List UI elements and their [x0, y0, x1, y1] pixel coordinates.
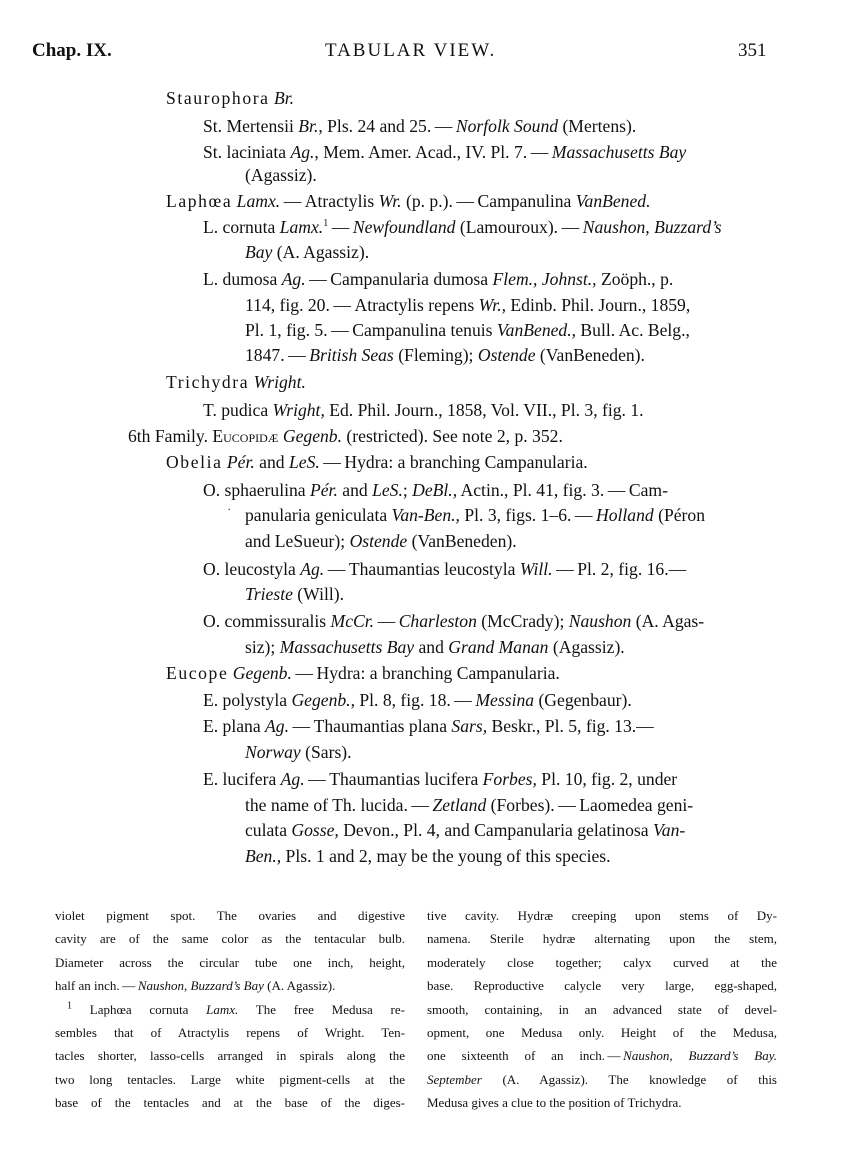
text-run: Zoöph., p.: [596, 269, 674, 289]
italic-run: Will.: [519, 559, 553, 579]
species-entry: [203, 141, 686, 163]
text-run: Pl. 1, fig. 5. — Campanulina tenuis: [245, 320, 497, 340]
footnote-line: [55, 951, 405, 974]
text-run: —: [328, 217, 353, 237]
text-run: (Agassiz).: [548, 637, 625, 657]
text-run: Eucopidæ: [212, 426, 279, 446]
species-entry-continued: [245, 344, 645, 366]
text-run: St. laciniata: [203, 142, 291, 162]
italic-run: Messina: [475, 690, 535, 710]
text-run: Actin., Pl. 41, fig. 3. — Cam-: [457, 480, 668, 500]
text-run: E. lucifera: [203, 769, 281, 789]
text-run: Medusa gives a clue to the position of Trichydra.: [427, 1095, 682, 1111]
text-run: (A. Agassiz). The knowledge of this: [481, 1071, 777, 1087]
text-run: Eucope: [166, 663, 229, 683]
species-entry: [203, 479, 668, 501]
text-run: — Hydra: a branching Campanularia.: [319, 452, 588, 472]
italic-run: September: [427, 1071, 482, 1087]
text-run: Laphœa: [166, 191, 233, 211]
text-run: (restricted). See note 2, p. 352.: [342, 426, 563, 446]
text-run: 1847. —: [245, 345, 310, 365]
italic-run: Van-Ben.,: [391, 505, 460, 525]
text-run: — Thaumantias lucifera: [304, 769, 483, 789]
species-entry: [203, 558, 686, 580]
italic-run: DeBl.,: [412, 480, 458, 500]
footnote-column-right: [427, 904, 777, 1115]
italic-run: Ag.: [300, 559, 325, 579]
text-run: E. polystyla: [203, 690, 292, 710]
text-run: 6th Family.: [128, 426, 213, 446]
italic-run: LeS.: [372, 480, 403, 500]
italic-run: Br.: [274, 88, 295, 108]
italic-run: Lamx.: [206, 1001, 239, 1017]
genus-heading-trichydra: [166, 371, 306, 393]
text-run: O. sphaerulina: [203, 480, 310, 500]
text-run: — Thaumantias plana: [289, 716, 452, 736]
chapter-label: Chap. IX.: [32, 40, 112, 61]
italic-run: Ag.: [281, 269, 306, 289]
footnote-line: [427, 974, 777, 997]
text-run: Pl. 10, fig. 2, under: [536, 769, 678, 789]
text-run: Ed. Phil. Journ., 1858, Vol. VII., Pl. 3, fig. 1.: [324, 400, 644, 420]
text-run: violet pigment spot. The ovaries and digestive: [55, 908, 405, 923]
italic-run: Massachusetts Bay: [551, 142, 687, 162]
footnote-line: [55, 1068, 405, 1091]
text-run: (McCrady);: [476, 611, 569, 631]
text-run: L. cornuta: [203, 217, 280, 237]
italic-run: Charleston: [398, 611, 477, 631]
italic-run: Bay: [245, 242, 273, 262]
footnote-marker: 1: [67, 1000, 72, 1012]
text-run: (VanBeneden).: [407, 531, 517, 551]
text-run: (A. Agassiz).: [272, 242, 370, 262]
text-run: (Agassiz).: [245, 165, 317, 185]
text-run: Devon., Pl. 4, and Campanularia gelatinosa: [338, 820, 653, 840]
text-run: tacles shorter, lasso-cells arranged in spirals along the: [55, 1048, 405, 1064]
genus-heading-eucope: [166, 662, 560, 684]
species-entry: [203, 715, 654, 737]
species-entry-continued: [245, 241, 369, 263]
italic-run: Lamx.: [236, 191, 281, 211]
species-entry-continued: [245, 530, 517, 552]
species-entry-continued: [245, 504, 705, 526]
italic-run: Lamx.: [279, 217, 324, 237]
italic-run: British Seas: [309, 345, 394, 365]
species-entry: [203, 115, 636, 137]
text-run: Obelia: [166, 452, 223, 472]
text-run: (Will).: [292, 584, 344, 604]
italic-run: Naushon, Buzzard’s: [582, 217, 722, 237]
text-run: panularia geniculata: [245, 505, 392, 525]
footnote-1-start: [55, 998, 405, 1021]
species-entry: [203, 268, 673, 290]
text-run: — Thaumantias leucostyla: [324, 559, 520, 579]
text-run: Edinb. Phil. Journ., 1859,: [506, 295, 691, 315]
italic-run: Gegenb.,: [291, 690, 355, 710]
italic-run: Forbes,: [482, 769, 537, 789]
text-run: and: [337, 480, 373, 500]
text-run: (Gegenbaur).: [534, 690, 632, 710]
text-run: half an inch. —: [55, 978, 138, 994]
text-run: (Péron: [653, 505, 706, 525]
species-entry-continued: [245, 319, 690, 341]
italic-run: Ag.: [290, 142, 315, 162]
italic-run: Wr.: [378, 191, 402, 211]
text-run: — Pl. 2, fig. 16.—: [552, 559, 687, 579]
species-entry: [203, 216, 722, 238]
italic-run: Norfolk Sound: [455, 116, 559, 136]
italic-run: Naushon, Buzzard’s Bay.: [623, 1048, 778, 1064]
italic-run: Gegenb.: [232, 663, 292, 683]
species-entry: [203, 768, 677, 790]
text-run: 114, fig. 20. — Atractylis repens: [245, 295, 479, 315]
footnote-line: [427, 951, 777, 974]
text-run: Pls. 1 and 2, may be the young of this species.: [281, 846, 611, 866]
italic-run: Pér.: [226, 452, 255, 472]
species-entry-continued: [245, 636, 625, 658]
text-run: Beskr., Pl. 5, fig. 13.—: [487, 716, 654, 736]
italic-run: Van-: [652, 820, 686, 840]
italic-run: Ag.: [265, 716, 289, 736]
family-heading: [128, 425, 563, 447]
text-run: cavity are of the same color as the tentacular bulb.: [55, 931, 405, 947]
italic-run: Newfoundland: [352, 217, 456, 237]
text-run: Diameter across the circular tube one inch, height,: [55, 954, 405, 970]
italic-run: Holland: [596, 505, 654, 525]
species-entry-continued: [245, 583, 344, 605]
footnote-line: [427, 1021, 777, 1044]
text-run: The free Medusa re-: [238, 1001, 405, 1017]
text-run: base of the tentacles and at the base of the diges-: [55, 1095, 405, 1111]
italic-run: VanBened.,: [496, 320, 577, 340]
text-run: Pl. 3, figs. 1–6. —: [459, 505, 597, 525]
text-run: — Hydra: a branching Campanularia.: [291, 663, 560, 683]
footnote-line: [427, 998, 777, 1021]
italic-run: Naushon, Buzzard’s Bay: [137, 978, 264, 994]
text-run: namena. Sterile hydræ alternating upon the stem,: [427, 931, 777, 947]
text-run: O. commissuralis: [203, 611, 331, 631]
text-run: Trichydra: [166, 372, 250, 392]
genus-heading-obelia: [166, 451, 588, 473]
species-entry-continued: [245, 845, 611, 867]
text-run: (VanBeneden).: [535, 345, 645, 365]
species-entry-continued: [245, 794, 693, 816]
text-run: (Mertens).: [558, 116, 637, 136]
text-run: (A. Agassiz).: [263, 978, 336, 994]
text-run: and: [414, 637, 449, 657]
italic-run: Zetland: [432, 795, 487, 815]
italic-run: Ben.,: [245, 846, 282, 866]
species-entry-continued: [245, 819, 685, 841]
text-run: Bull. Ac. Belg.,: [576, 320, 690, 340]
text-run: , Pls. 24 and 25. —: [318, 116, 456, 136]
species-entry-continued: [245, 741, 352, 763]
text-run: Pl. 8, fig. 18. —: [354, 690, 476, 710]
text-run: and LeSueur);: [245, 531, 350, 551]
text-run: (Lamouroux). —: [455, 217, 583, 237]
text-run: — Atractylis: [280, 191, 379, 211]
text-run: and: [254, 452, 289, 472]
species-entry: [203, 610, 704, 632]
species-entry-continued: [245, 164, 317, 186]
text-run: two long tentacles. Large white pigment-cells at the: [55, 1071, 405, 1087]
text-run: Laphœa cornuta: [72, 1001, 207, 1017]
italic-run: Gegenb.: [282, 426, 343, 446]
footnote-column-left: [55, 904, 405, 1115]
genus-heading-staurophora: [166, 87, 294, 109]
text-run: Staurophora: [166, 88, 270, 108]
italic-run: Massachusetts Bay: [279, 637, 415, 657]
italic-run: LeS.: [288, 452, 320, 472]
italic-run: Wright,: [272, 400, 325, 420]
text-run: (p. p.). — Campanulina: [401, 191, 576, 211]
footnote-marker: 1: [323, 218, 329, 230]
footnote-line: [427, 904, 777, 927]
text-run: L. dumosa: [203, 269, 282, 289]
text-run: the name of Th. lucida. —: [245, 795, 433, 815]
italic-run: Br.: [298, 116, 319, 136]
footnote-line: [55, 974, 405, 997]
text-run: (Sars).: [300, 742, 352, 762]
footnote-line: [427, 1068, 777, 1091]
text-run: siz);: [245, 637, 280, 657]
genus-heading-laphoea: [166, 190, 650, 212]
footnote-line: [55, 1091, 405, 1114]
species-entry: [203, 689, 632, 711]
text-run: opment, one Medusa only. Height of the Medusa,: [427, 1025, 777, 1041]
footnote-line: [55, 904, 405, 927]
margin-mark: ˙: [227, 505, 232, 520]
italic-run: Ostende: [349, 531, 408, 551]
italic-run: Grand Manan: [448, 637, 549, 657]
text-run: sembles that of Atractylis repens of Wright. Ten-: [55, 1025, 405, 1041]
text-run: moderately close together; calyx curved at the: [427, 954, 777, 970]
text-run: O. leucostyla: [203, 559, 301, 579]
italic-run: Norway: [245, 742, 301, 762]
italic-run: Flem., Johnst.,: [492, 269, 597, 289]
text-run: tive cavity. Hydræ creeping upon stems of Dy-: [427, 908, 777, 923]
text-run: St. Mertensii: [203, 116, 299, 136]
text-run: , Mem. Amer. Acad., IV. Pl. 7. —: [314, 142, 552, 162]
running-title: TABULAR VIEW.: [325, 40, 497, 61]
footnote-line: [427, 1091, 777, 1114]
italic-run: Trieste: [245, 584, 293, 604]
text-run: culata: [245, 820, 292, 840]
italic-run: Wright.: [253, 372, 306, 392]
text-run: ;: [402, 480, 413, 500]
italic-run: Ostende: [477, 345, 536, 365]
text-run: —: [374, 611, 399, 631]
footnote-line: [55, 1044, 405, 1067]
text-run: (Forbes). — Laomedea geni-: [486, 795, 694, 815]
footnote-line: [427, 1044, 777, 1067]
footnote-line: [55, 1021, 405, 1044]
footnote-line: [55, 927, 405, 950]
italic-run: McCr.: [330, 611, 375, 631]
text-run: one sixteenth of an inch. —: [427, 1048, 624, 1064]
footnote-line: [427, 927, 777, 950]
text-run: — Campanularia dumosa: [305, 269, 493, 289]
italic-run: Gosse,: [291, 820, 339, 840]
text-run: E. plana: [203, 716, 266, 736]
text-run: smooth, containing, in an advanced state of devel-: [427, 1001, 777, 1017]
species-entry-continued: [245, 294, 690, 316]
text-run: (Fleming);: [393, 345, 478, 365]
italic-run: Sars,: [451, 716, 488, 736]
italic-run: VanBened.: [575, 191, 651, 211]
species-entry: [203, 399, 644, 421]
italic-run: Naushon: [568, 611, 632, 631]
italic-run: Wr.,: [478, 295, 506, 315]
italic-run: Ag.: [280, 769, 305, 789]
text-run: T. pudica: [203, 400, 273, 420]
italic-run: Pér.: [310, 480, 338, 500]
text-run: (A. Agas-: [631, 611, 705, 631]
text-run: base. Reproductive calycle very large, egg-shaped,: [427, 978, 777, 994]
page-number: 351: [738, 40, 767, 61]
